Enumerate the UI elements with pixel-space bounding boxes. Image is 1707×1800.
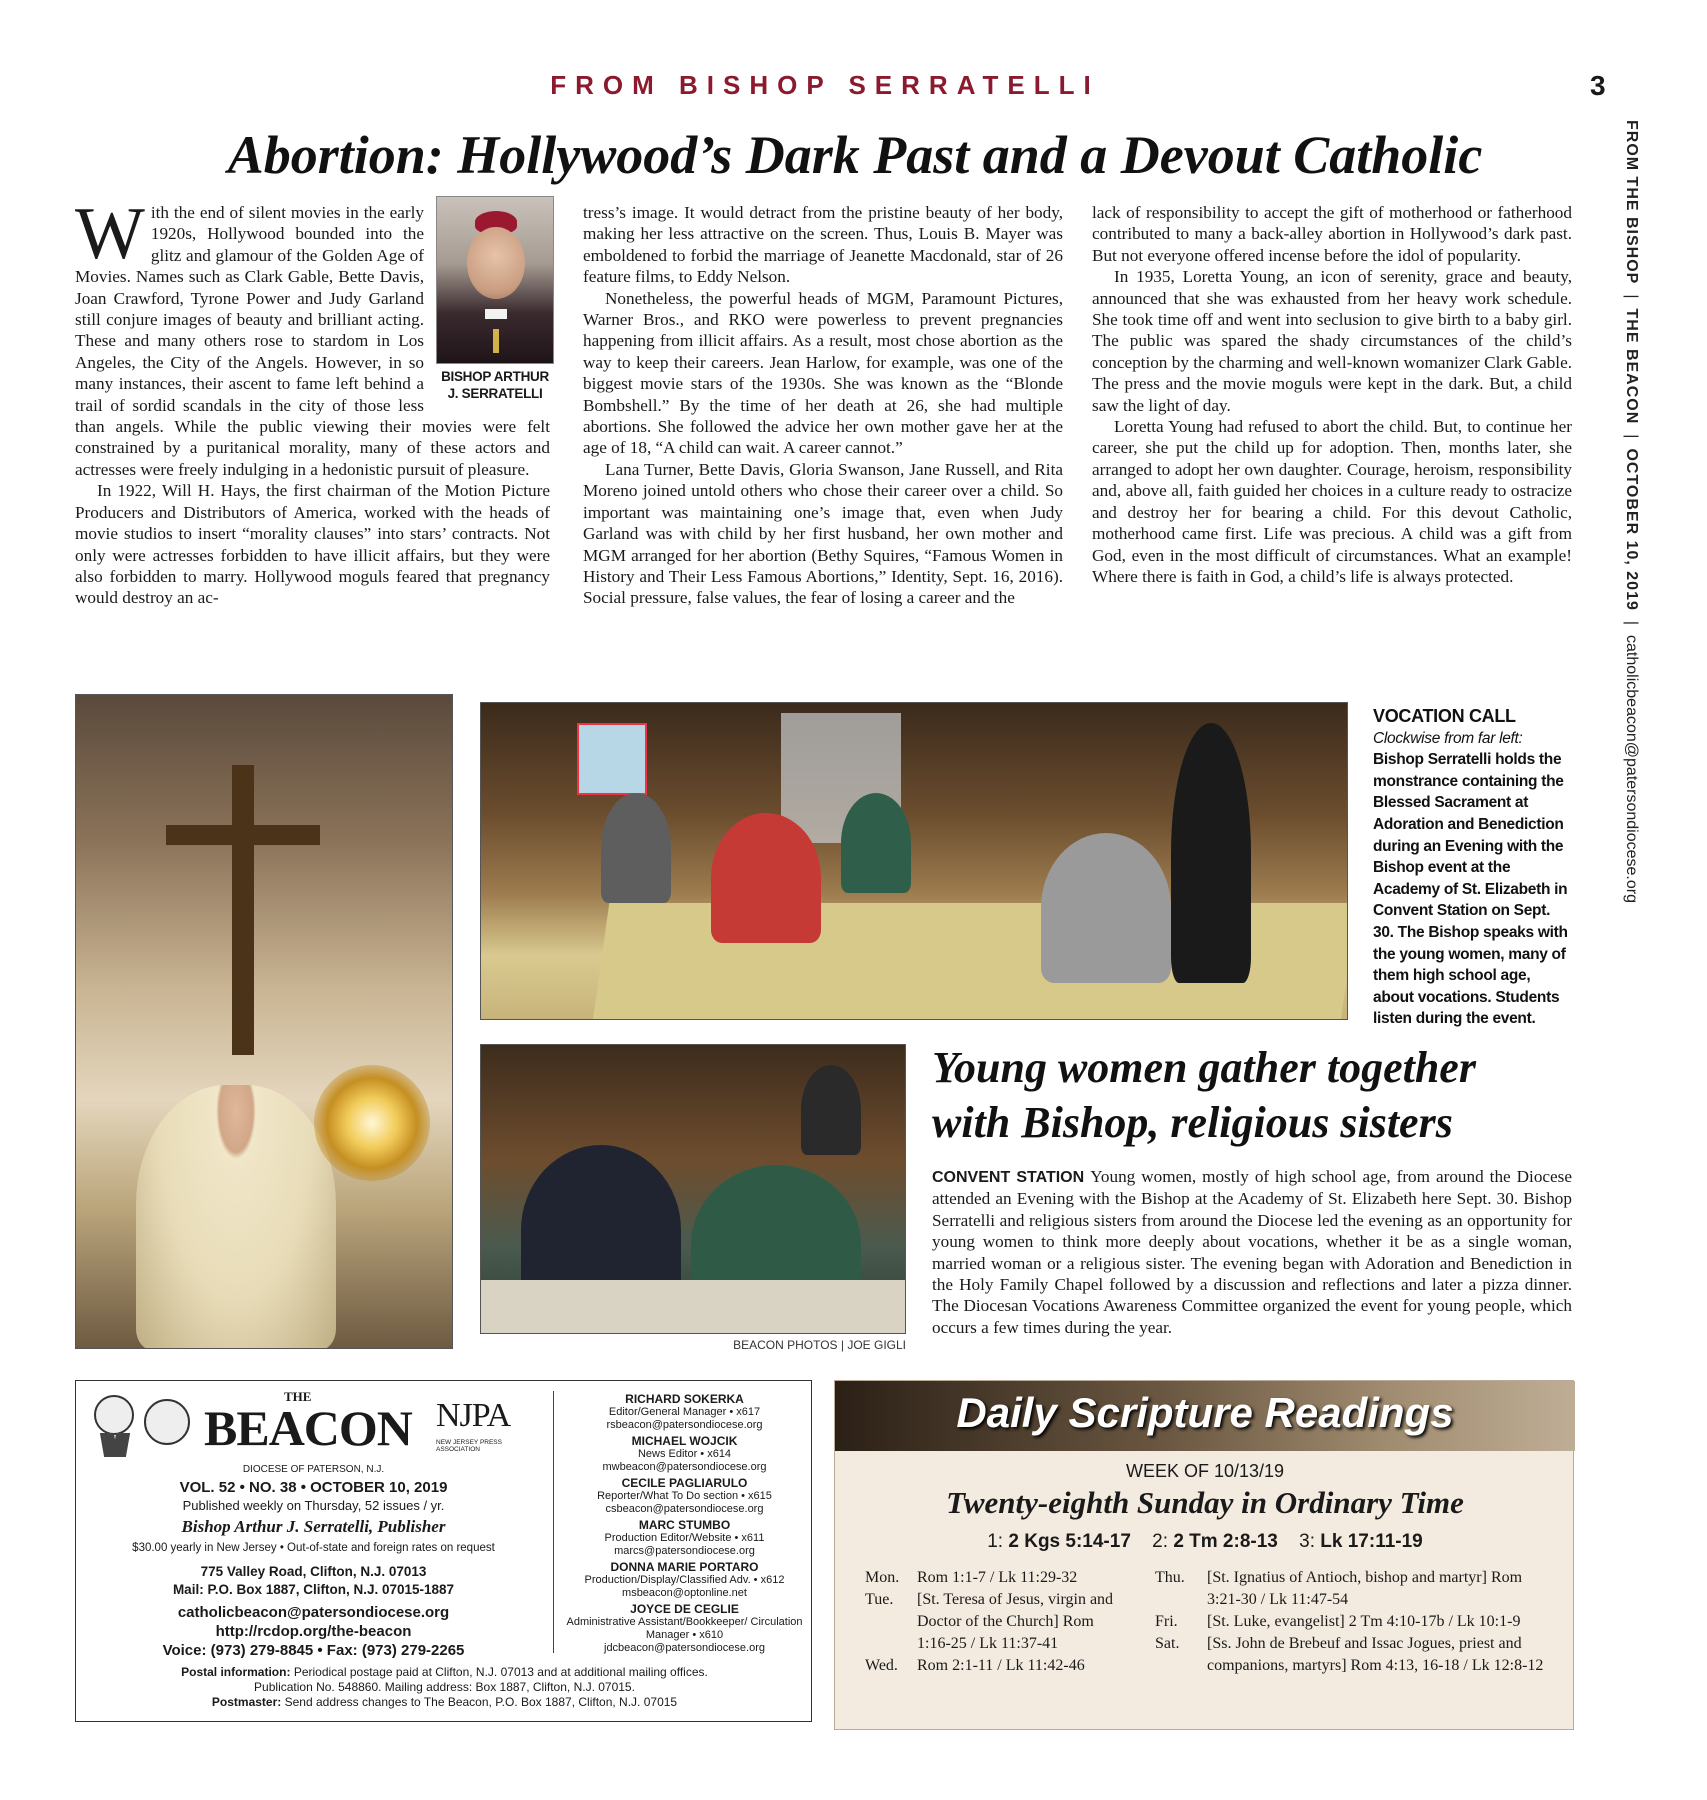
scripture-sunday: Twenty-eighth Sunday in Ordinary Time: [946, 1485, 1464, 1520]
masthead-box: [75, 1380, 812, 1722]
postal-info: Postal information: Periodical postage paid at Clifton, N.J. 07013 and at additional mailing offices. Publication No. 548860. Mailing address: Box 1887, Clifton, N.J. 07015. Postmaster: Send address changes to The Beacon, P.O. Box 1887, Clifton, N.J. 07015: [181, 1665, 708, 1709]
email-link[interactable]: catholicbeacon@patersondiocese.org: [177, 1604, 450, 1621]
article-headline: Abortion: Hollywood’s Dark Past and a Devout Catholic: [227, 125, 1483, 185]
vocation-call-caption: [1373, 706, 1573, 1030]
weekday-readings-right: [1155, 1567, 1555, 1677]
section-header: FROM BISHOP SERRATELLI: [550, 70, 1100, 100]
discussion-photo: [480, 702, 1348, 1020]
staff-entry: DONNA MARIE PORTARO Production/Display/Classified Adv. • x612 msbeacon@optonline.net: [556, 1561, 813, 1600]
article-paragraph: Lana Turner, Bette Davis, Gloria Swanson, Jane Russell, and Rita Moreno joined untold others who chose their career over a child. So important was maintaining one’s image that, even when Judy Garland was with child by her first husband, her own mother and MGM arranged for her abortion (Bethy Squires, “Famous Women in History and Their Less Famous Abortions,” Identity, Sept. 16, 2016). Social pressure, false values, the fear of losing a career and the: [583, 459, 1063, 608]
member-cpa-icon: [144, 1399, 190, 1445]
students-photo: [480, 1044, 906, 1334]
scripture-title: Daily Scripture Readings: [956, 1389, 1454, 1436]
monstrance-photo: [75, 694, 453, 1349]
weekday-row: Mon. Rom 1:1-7 / Lk 11:29-32: [865, 1569, 1078, 1586]
article-column-3: [1092, 202, 1572, 587]
logo-the: THE: [284, 1389, 312, 1404]
weekday-row: Tue. [St. Teresa of Jesus, virgin and Doctor of the Church] Rom 1:16-25 / Lk 11:37-41: [865, 1591, 1114, 1652]
weekday-row: Fri. [St. Luke, evangelist] 2 Tm 4:10-17b / Lk 10:1-9: [1155, 1613, 1521, 1630]
article-paragraph: lack of responsibility to accept the gift of motherhood or fatherhood contributed to many a back-alley abortion in Hollywood’s dark past. But not everyone offered incense before the idol of popularity.: [1092, 203, 1572, 265]
vocation-call-title: VOCATION CALL: [1373, 706, 1516, 726]
article-paragraph: With the end of silent movies in the early 1920s, Hollywood bounded into the glitz and glamour of the Golden Age of Movies. Names such as Clark Gable, Bette Davis, Joan Crawford, Tyrone Power and Judy Garland still conjure images of beauty and brilliant acting. These and many others rose to stardom in Los Angeles, the City of the Angels. However, in so many instances, their ascent to fame left behind a trail of sordid scandals in the city of those less than angels. While the public viewing their movies were felt constrained by a puritanical morality, many of these actors and actresses were freely indulging in a hedonistic pursuit of pleasure.: [75, 193, 550, 479]
side-strip: FROM THE BISHOP|THE BEACON|OCTOBER 10, 2019|catholicbeacon@patersondiocese.org: [1623, 120, 1640, 903]
published-line: Published weekly on Thursday, 52 issues / yr.: [182, 1498, 445, 1513]
staff-entry: MARC STUMBO Production Editor/Website • x611 marcs@patersondiocese.org: [556, 1519, 813, 1558]
bishop-photo: [436, 196, 554, 364]
weekday-row: Wed. Rom 2:1-11 / Lk 11:42-46: [865, 1657, 1085, 1674]
article-paragraph: Loretta Young had refused to abort the child. But, to continue her career, she put the child up for adoption. Then, months later, she arranged to adopt her own daughter. Courage, heroism, responsibility and, above all, faith guided her choices in a culture ready to ostracize and destroy her for bearing a child. For this devout Catholic, motherhood came first. Life was precious. A child was a gift from God, even in the most difficult of circumstances. What an example! Where there is faith in God, a child’s life is always protected.: [1092, 417, 1572, 586]
article-paragraph: tress’s image. It would detract from the pristine beauty of her body, making her less attractive on the screen. Thus, Louis B. Mayer was emboldened to forbid the marriage of Jeanette Macdonald, star of 26 feature films, to Eddy Nelson.: [583, 203, 1063, 287]
mail-address-line: Mail: P.O. Box 1887, Clifton, N.J. 07015-1887: [172, 1582, 455, 1597]
article-paragraph: In 1922, Will H. Hays, the first chairman of the Motion Picture Producers and Distributors of America, worked with the heads of movie studios to insert “morality clauses” into stars’ contracts. Not only were actresses forbidden to have illicit affairs, but they were also forbidden to marry. Hollywood moguls feared that pregnancy would destroy an ac-: [75, 481, 550, 608]
phone-line: Voice: (973) 279-8845 • Fax: (973) 279-2265: [162, 1642, 465, 1659]
article-paragraph: In 1935, Loretta Young, an icon of serenity, grace and beauty, announced that she was exhausted from her heavy work schedule. She took time off and went into seclusion to give birth to a baby girl. The public was spared the shady circumstances of the child’s conception by the charming and well-known womanizer Clark Gable. The press and the movie moguls were kept in the dark. But, a child saw the light of day.: [1092, 267, 1572, 415]
bishop-photo-caption: BISHOP ARTHUR J. SERRATELLI: [441, 369, 549, 401]
drop-cap: W: [75, 193, 145, 275]
side-strip-paper: THE BEACON: [1623, 308, 1640, 425]
side-strip-email[interactable]: catholicbeacon@patersondiocese.org: [1623, 635, 1640, 903]
staff-list: [556, 1393, 813, 1658]
cpa-seal-icon: [94, 1395, 134, 1435]
bishop-portrait: [436, 196, 554, 402]
diocese-line: DIOCESE OF PATERSON, N.J.: [242, 1464, 385, 1475]
staff-entry: RICHARD SOKERKA Editor/General Manager • x617 rsbeacon@patersondiocese.org: [556, 1393, 813, 1432]
vocation-call-lead: Clockwise from far left:: [1373, 729, 1523, 747]
article-paragraph: Nonetheless, the powerful heads of MGM, Paramount Pictures, Warner Bros., and RKO were powerless to prevent pregnancies happening from illicit affairs. As a result, most chose abortion as the way to keep their careers. Jean Harlow, for example, was one of the biggest movie stars of the 1930s. She was known as the “Blonde Bombshell.” By the time of her death at 26, she had multiple abortions. She followed the advice her own mother gave her at the age of 18, “A child can wait. A career cannot.”: [583, 288, 1063, 458]
weekday-row: Sat. [Ss. John de Brebeuf and Issac Jogues, priest and companions, martyrs] Rom 4:13, 16-18 / Lk 12:8-12: [1155, 1635, 1544, 1674]
address-line: 775 Valley Road, Clifton, N.J. 07013: [200, 1564, 427, 1579]
vocation-call-text: Bishop Serratelli holds the monstrance containing the Blessed Sacrament at Adoration and Benediction during an Evening with the Bishop event at the Academy of St. Elizabeth in Convent Station on Sept. 30. The Bishop speaks with the young women, many of them high school age, about vocations. Students listen during the event.: [1373, 751, 1568, 1028]
scripture-week: WEEK OF 10/13/19: [1125, 1461, 1285, 1481]
staff-entry: CECILE PAGLIARULO Reporter/What To Do section • x615 csbeacon@patersondiocese.org: [556, 1477, 813, 1516]
staff-entry: MICHAEL WOJCIK News Editor • x614 mwbeacon@patersondiocese.org: [556, 1435, 813, 1474]
weekday-readings-left: [865, 1567, 1115, 1677]
website-link[interactable]: http://rcdop.org/the-beacon: [215, 1623, 412, 1640]
page-number: 3: [1590, 70, 1606, 101]
scripture-readings-box: [834, 1380, 1574, 1730]
article-column-2: [583, 202, 1063, 609]
dateline: CONVENT STATION: [932, 1169, 1085, 1186]
rates-line: $30.00 yearly in New Jersey • Out-of-state and foreign rates on request: [132, 1542, 495, 1554]
story2-headline: Young women gather together with Bishop, religious sisters: [932, 1043, 1476, 1147]
masthead-info: [76, 1381, 551, 1661]
side-strip-date: OCTOBER 10, 2019: [1623, 448, 1640, 611]
staff-email[interactable]: msbeacon@optonline.net: [622, 1587, 747, 1599]
photo-credit: BEACON PHOTOS | JOE GIGLI: [733, 1338, 906, 1352]
staff-email[interactable]: mwbeacon@patersondiocese.org: [602, 1461, 767, 1473]
staff-entry: JOYCE DE CEGLIE Administrative Assistant/Bookkeeper/ Circulation Manager • x610 jdcbeacon@patersondiocese.org: [556, 1603, 813, 1655]
side-strip-section: FROM THE BISHOP: [1623, 120, 1640, 285]
staff-email[interactable]: rsbeacon@patersondiocese.org: [606, 1419, 763, 1431]
weekday-row: Thu. [St. Ignatius of Antioch, bishop and martyr] Rom 3:21-30 / Lk 11:47-54: [1155, 1569, 1523, 1608]
beacon-logo: BEACON: [204, 1400, 412, 1456]
sunday-readings: 1: 2 Kgs 5:14-17 2: 2 Tm 2:8-13 3: Lk 17:11-19: [987, 1531, 1423, 1552]
njpa-subtitle: NEW JERSEY PRESS ASSOCIATION: [436, 1439, 502, 1453]
publisher-line: Bishop Arthur J. Serratelli, Publisher: [181, 1517, 446, 1536]
njpa-logo: NJPA: [436, 1397, 511, 1434]
volume-line: VOL. 52 • NO. 38 • OCTOBER 10, 2019: [179, 1479, 448, 1496]
staff-email[interactable]: csbeacon@patersondiocese.org: [605, 1503, 764, 1515]
story2-body: CONVENT STATION Young women, mostly of high school age, from around the Diocese attended an Evening with the Bishop at the Academy of St. Elizabeth here Sept. 30. Bishop Serratelli and religious sisters from around the Diocese led the evening as an opportunity for young women to think more deeply about vocations, whether it be as a single woman, married woman or a religious sister. The evening began with Adoration and Benediction in the Holy Family Chapel followed by a discussion and reflections and later a pizza dinner. The Diocesan Vocations Awareness Committee organized the event for young people, which occurs a few times during the year.: [932, 1167, 1572, 1337]
staff-email[interactable]: jdcbeacon@patersondiocese.org: [604, 1642, 765, 1654]
article-column-1: [75, 193, 550, 609]
staff-email[interactable]: marcs@patersondiocese.org: [614, 1545, 755, 1557]
